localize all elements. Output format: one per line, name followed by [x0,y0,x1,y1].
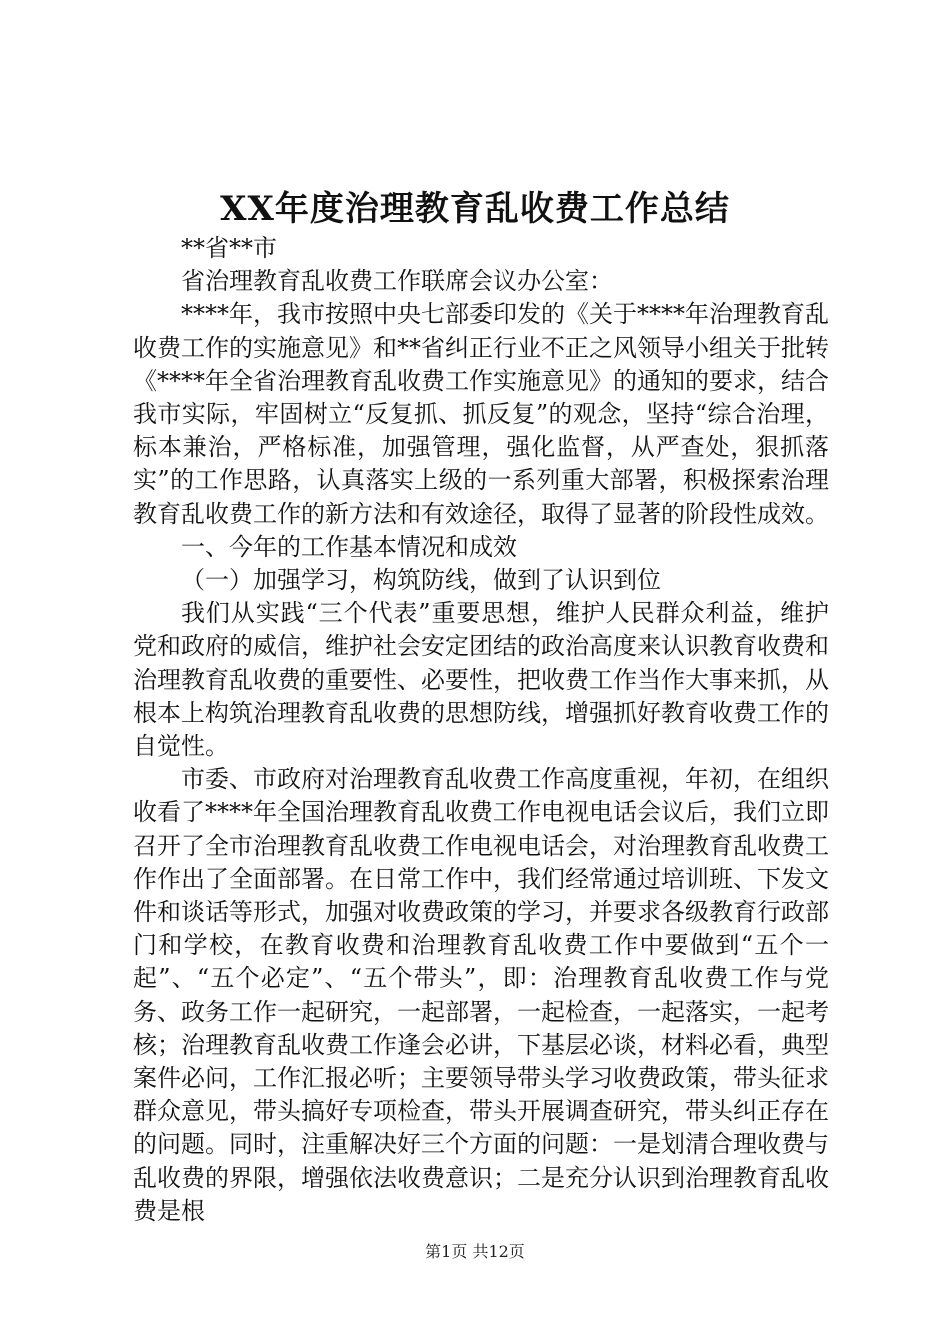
document-body [133,232,829,1228]
subsection-heading: （一）加强学习，构筑防线，做到了认识到位 [181,566,661,595]
section-heading: 一、今年的工作基本情况和成效 [181,532,517,561]
intro-paragraph: ****年，我市按照中央七部委印发的《关于****年治理教育乱收费工作的实施意见》和**省纠正行业不正之风领导小组关于批转《****年全省治理教育乱收费工作实施意见》的通知的要求，结合我市实际，牢固树立“反复抓、抓反复”的观念，坚持“综合治理，标本兼治，严格标准，加强管理，强化监督，从严查处，狠抓落实”的工作思路，认真落实上级的一系列重大部署，积极探索治理教育乱收费工作的新方法和有效途径，取得了显著的阶段性成效。 [133,300,829,528]
addressee-city: **省**市 [181,234,277,262]
document-title: XX年度治理教育乱收费工作总结 [220,189,730,229]
addressee-office: 省治理教育乱收费工作联席会议办公室： [181,267,613,296]
page-footer: 第1页 共12页 [425,1242,525,1261]
body-paragraph: 市委、市政府对治理教育乱收费工作高度重视，年初，在组织收看了****年全国治理教育乱收费工作电视电话会议后，我们立即召开了全市治理教育乱收费工作电视电话会，对治理教育乱收费工作作出了全面部署。在日常工作中，我们经常通过培训班、下发文件和谈话等形式，加强对收费政策的学习，并要求各级教育行政部门和学校，在教育收费和治理教育乱收费工作中要做到“五个一起”、“五个必定”、“五个带头”，即：治理教育乱收费工作与党务、政务工作一起研究，一起部署，一起检查，一起落实，一起考核；治理教育乱收费工作逢会必讲，下基层必谈，材料必看，典型案件必问，工作汇报必听；主要领导带头学习收费政策，带头征求群众意见，带头搞好专项检查，带头开展调查研究，带头纠正存在的问题。同时，注重解决好三个方面的问题：一是划清合理收费与乱收费的界限，增强依法收费意识；二是充分认识到治理教育乱收费是根 [133,765,829,1225]
body-paragraph: 我们从实践“三个代表”重要思想，维护人民群众利益，维护党和政府的威信，维护社会安定团结的政治高度来认识教育收费和治理教育乱收费的重要性、必要性，把收费工作当作大事来抓，从根本上构筑治理教育乱收费的思想防线，增强抓好教育收费工作的自觉性。 [133,599,829,761]
